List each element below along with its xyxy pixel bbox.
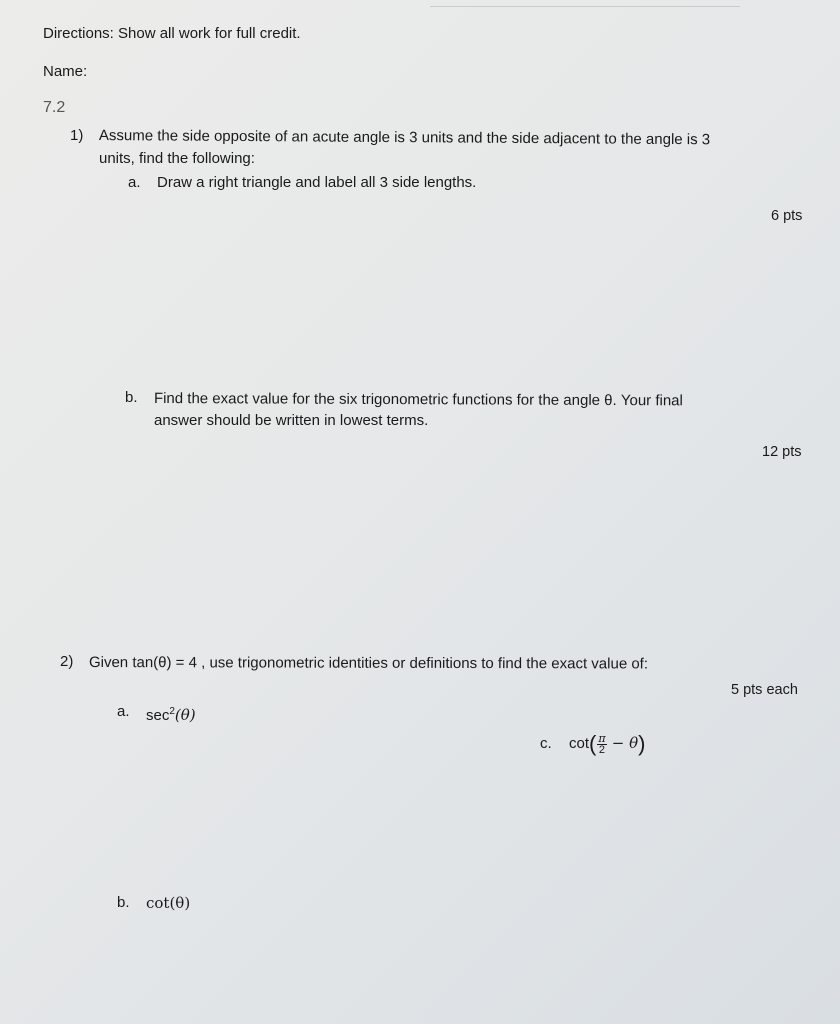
directions-text: Directions: Show all work for full credit. (43, 25, 301, 42)
question-2-text: Given tan(θ) = 4 , use trigonometric identities or definitions to find the exact value of: (88, 654, 649, 673)
question-1-text-line1: Assume the side opposite of an acute angle is 3 units and the side adjacent to the angle is 3 (98, 126, 711, 149)
square-exponent: 2 (169, 706, 175, 717)
right-paren: ) (638, 731, 646, 757)
question-2-points: 5 pts each (731, 682, 798, 698)
section-number: 7.2 (43, 99, 66, 116)
minus-theta: − θ (611, 734, 639, 752)
question-1b-text-line2: answer should be written in lowest terms. (154, 412, 429, 429)
fraction-numerator: π (598, 731, 606, 745)
question-1-number: 1) (70, 127, 84, 144)
question-2b-expression: cot(θ) (146, 894, 191, 912)
question-2-number: 2) (60, 653, 74, 670)
question-2c-expression (569, 726, 645, 761)
name-label: Name: (43, 63, 88, 80)
question-1-text-line2: units, find the following: (99, 150, 255, 167)
question-2a-expression (146, 702, 196, 726)
question-1a-points: 6 pts (771, 208, 803, 224)
top-rule (430, 6, 740, 7)
theta-argument: (θ) (174, 706, 196, 724)
question-2c-label: c. (540, 735, 552, 752)
pi-over-2-fraction (597, 731, 606, 756)
question-1b-points: 12 pts (762, 444, 802, 460)
left-paren: ( (589, 731, 597, 757)
cot-function: cot (569, 735, 590, 752)
sec-function: sec (146, 707, 170, 724)
fraction-denominator: 2 (598, 743, 606, 756)
question-1b-text-line1: Find the exact value for the six trigonometric functions for the angle θ. Your final (153, 390, 683, 410)
question-1a-text: Draw a right triangle and label all 3 side lengths. (157, 174, 477, 191)
question-2a-label: a. (117, 703, 130, 720)
question-1a-label: a. (128, 174, 141, 191)
question-2b-label: b. (117, 894, 130, 911)
question-1b-label: b. (125, 389, 138, 406)
